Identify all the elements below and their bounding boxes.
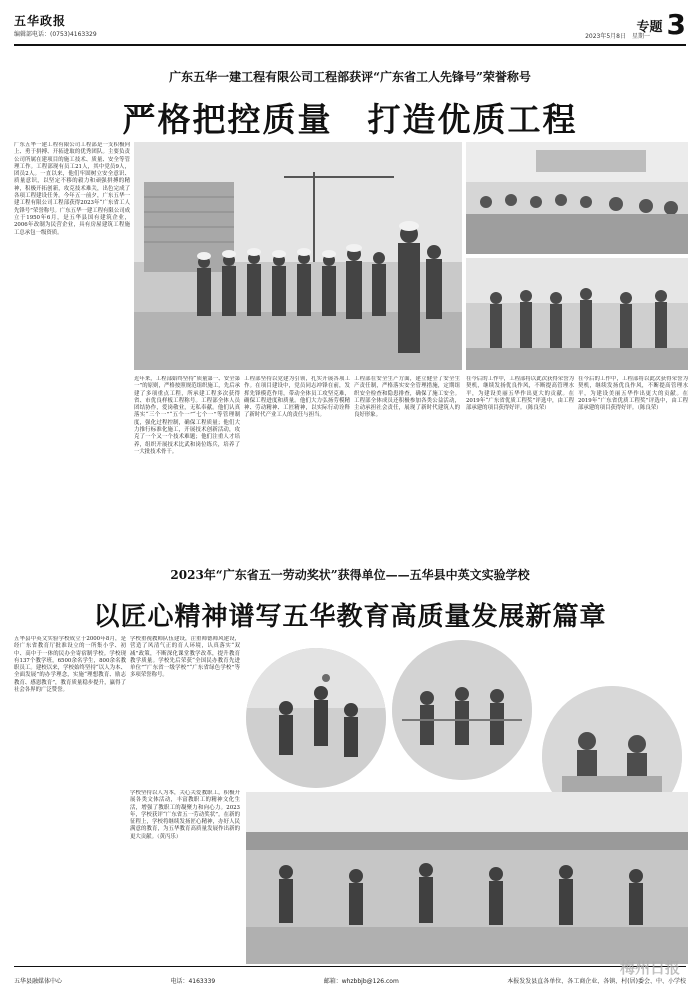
construction-photo-image — [134, 142, 462, 370]
story1-column-6: 在今后的工作中，工程部将以此次获得荣誉为契机，继续发扬优良作风，不断提高管理水平，为建设美丽五华作出更大的贡献。在2019年“广东省优质工程奖”评选中，由工程部承建的项目获得好评。（陈良荣） — [578, 376, 688, 412]
masthead-rule — [14, 44, 686, 46]
section-marker — [636, 8, 687, 41]
inspection-photo-image — [466, 258, 688, 370]
footer-notice: 本报发发县直各单位、各工商企业、各镇、村(居)委会、中、小学校 — [507, 977, 686, 985]
sports-field-photo-image — [246, 792, 688, 964]
story2-headline: 以匠心精神谱写五华教育高质量发展新篇章 — [93, 602, 607, 632]
footer-rule — [14, 966, 686, 967]
footer-phone: 电话：4163339 — [170, 977, 216, 985]
sports-field-photo — [246, 792, 688, 964]
basketball-photo-image — [246, 648, 386, 788]
issue-date: 2023年5月8日 星期一 — [585, 33, 650, 40]
story1-kicker: 广东五华一建工程有限公司工程部获评“广东省工人先锋号”荣誉称号 — [169, 70, 531, 84]
paper-name: 五华政报 — [14, 14, 67, 28]
story1-column-1: 广东五华一建工程有限公司工程部是一支积极向上、勇于拼搏、开拓进取的优秀团队。主要负责公司所属在建项目的施工技术、质量、安全等管理工作。工程部现有员工21人，其中党员9人，团员2人。一直以来，他们牢固树立安全意识、质量意识，以坚定不移的毅力和顽强拼搏的精神，积极开拓创新，攻克技术难关，出色完成了各项工程建设任务。今年五一前夕，广东五华一建工程有限公司工程部获得2023年“广东省工人先锋号”荣誉称号。广东五华一建工程有限公司成立于1950年6月，是五华县国有建筑企业，2006年改制为民营企业，具有房屋建筑工程施工总承包一级资质。 — [14, 142, 130, 236]
footer — [14, 972, 686, 988]
footer-publisher: 五华县融媒体中心 — [14, 977, 63, 985]
tug-of-war-photo — [392, 640, 532, 780]
footer-email: 邮箱：whzbbjb@126.com — [323, 977, 399, 985]
story1-column-4: 工程部在安全生产方面，建立健全了安全生产责任制，严格落实安全管理措施，定期组织安全检查和隐患排查，确保了施工安全。工程部全体成员还积极参加各类公益活动，主动承担社会责任，展现了新时代建筑人的良好形象。 — [354, 376, 460, 419]
masthead — [14, 8, 686, 42]
meeting-photo-image — [466, 142, 688, 254]
story2-column-3: 学校坚持以人为本，关心关爱教职工，积极开展各类文体活动，丰富教职工的精神文化生活，增强了教职工的凝聚力和向心力。2023年，学校获评“广东省五一劳动奖状”。在新的征程上，学校将继续发扬匠心精神，办好人民满意的教育，为五华教育高质量发展作出新的更大贡献。（黄丙乐） — [130, 790, 240, 840]
story2-column-1: 五华县中英文实验学校成立于2000年8月，是经广东省教育厅批准设立的一所集小学、初中、高中于一体的民办全寄宿制学校。学校现有137个教学班，6500余名学生，800余名教职员工。建校以来，学校始终坚持“以人为本、全面发展”的办学理念，实施“理想教育、励志教育、感恩教育”，教育质量稳步提升，赢得了社会各界的广泛赞誉。 — [14, 636, 126, 694]
page-number: 3 — [666, 8, 686, 41]
story1-column-2: 近年来，工程部始终坚持“质量第一、安全第一”的原则，严格按照规范组织施工，先后承建了多项重点工程，所承建工程多次获得省、市优良样板工程称号。工程部全体人员团结协作，爱岗敬业，无私奉献。他们认真落实“三个一”“五个一”“七个一”等管理制度，强化过程控制，确保工程质量；他们大力推行标准化施工，开展技术创新活动，攻克了一个又一个技术难题；他们注重人才培养，组织开展技术比武和岗位练兵，培养了一大批技术骨干。 — [134, 376, 240, 455]
tug-of-war-photo-image — [392, 640, 532, 780]
story1-column-5: 在今后的工作中，工程部将以此次获得荣誉为契机，继续发扬优良作风，不断提高管理水平，为建设美丽五华作出更大的贡献。在2019年“广东省优质工程奖”评选中，由工程部承建的项目获得好评。（陈良荣） — [466, 376, 574, 412]
story1-headline: 严格把控质量 打造优质工程 — [122, 100, 578, 139]
editorial-hotline: 编辑部电话：(0753)4163329 — [14, 31, 97, 38]
site-inspection-photo — [466, 258, 688, 370]
section-label: 专题 — [636, 19, 663, 35]
story2-column-2: 学校重视教师队伍建设，注重师德师风建设，营造了风清气正的育人环境，认真落实“双减”政策，不断深化课堂教学改革，提升教育教学质量。学校先后荣获“全国民办教育先进单位”“广东省一级学校”“广东省绿色学校”等多项荣誉称号。 — [130, 636, 240, 679]
story1-column-3: 工程部坚持以党建为引领，扎实开展各项工作。在项目建设中，党员同志冲锋在前，发挥先锋模范作用，带动全体员工攻坚克难，确保工程进度和质量。他们大力弘扬劳模精神、劳动精神、工匠精神，以实际行动诠释了新时代产业工人的责任与担当。 — [244, 376, 350, 419]
construction-site-photo — [134, 142, 462, 370]
story2-section-title: 2023年“广东省五一劳动奖状”获得单位——五华县中英文实验学校 — [14, 566, 686, 583]
meeting-photo — [466, 142, 688, 254]
basketball-photo — [246, 648, 386, 788]
watermark: 梅州日报 — [619, 959, 680, 977]
